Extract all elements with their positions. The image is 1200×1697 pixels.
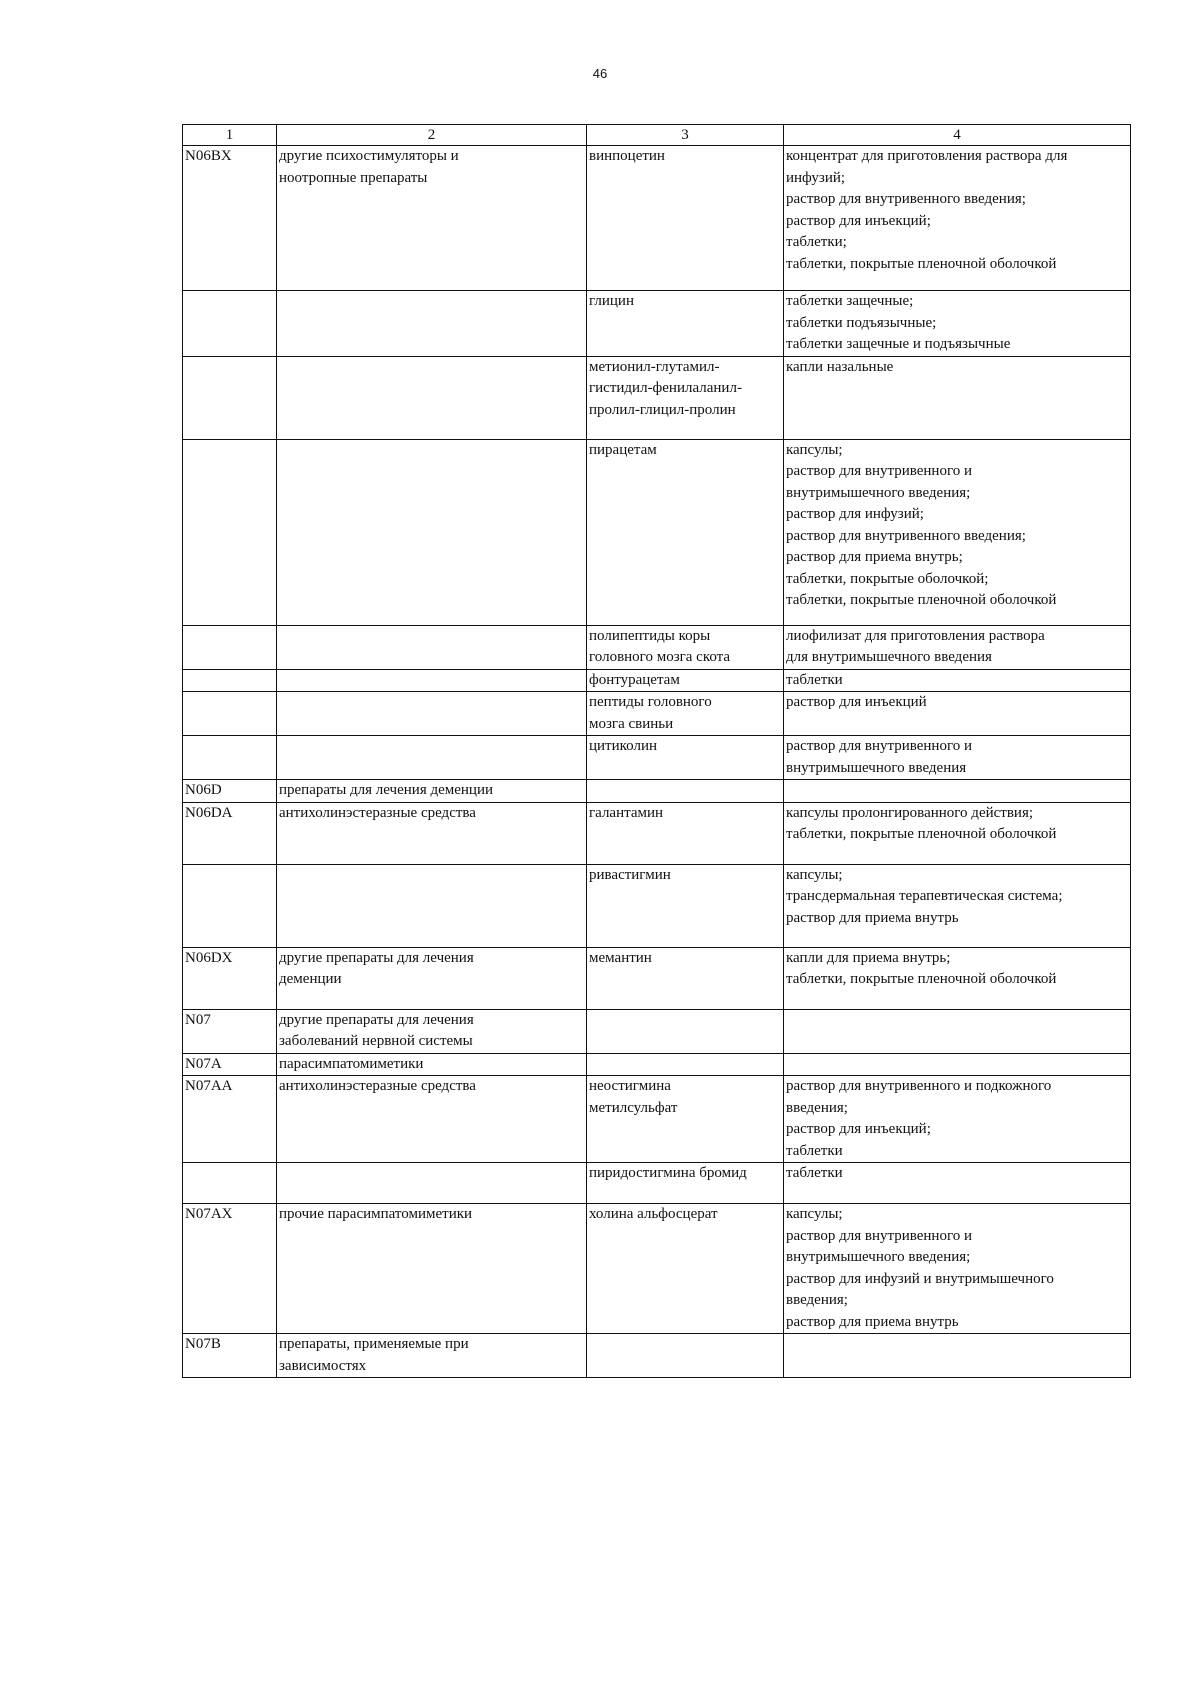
dosage-forms-cell: лиофилизат для приготовления раствора для внутримышечного введения <box>784 625 1131 669</box>
dosage-forms-cell <box>784 780 1131 803</box>
atc-code-cell <box>183 625 277 669</box>
dosage-forms-cell <box>784 1053 1131 1076</box>
group-name-cell <box>277 736 587 780</box>
group-name-cell: другие препараты для лечения деменции <box>277 947 587 1009</box>
atc-code-cell <box>183 356 277 439</box>
dosage-forms-cell: раствор для инъекций <box>784 692 1131 736</box>
drug-name-cell: ривастигмин <box>587 864 784 947</box>
table-row <box>183 1163 1131 1204</box>
drug-name-cell: мемантин <box>587 947 784 1009</box>
atc-code-cell <box>183 439 277 625</box>
group-name-cell: парасимпатомиметики <box>277 1053 587 1076</box>
table-row <box>183 1053 1131 1076</box>
drug-name-cell: винпоцетин <box>587 146 784 291</box>
header-col-2: 2 <box>277 125 587 146</box>
drug-table <box>182 124 1131 1378</box>
table-row <box>183 1009 1131 1053</box>
group-name-cell <box>277 356 587 439</box>
table-row <box>183 669 1131 692</box>
atc-code-cell <box>183 736 277 780</box>
table-row <box>183 625 1131 669</box>
drug-name-cell: галантамин <box>587 802 784 864</box>
atc-code-cell <box>183 692 277 736</box>
drug-name-cell: цитиколин <box>587 736 784 780</box>
drug-name-cell: полипептиды коры головного мозга скота <box>587 625 784 669</box>
group-name-cell: другие психостимуляторы и ноотропные препараты <box>277 146 587 291</box>
table-row <box>183 736 1131 780</box>
dosage-forms-cell: капсулы; раствор для внутривенного и внутримышечного введения; раствор для инфузий и внутримышечного введения; раствор для приема внутрь <box>784 1204 1131 1334</box>
table-row <box>183 1204 1131 1334</box>
atc-code-cell: N06BX <box>183 146 277 291</box>
drug-name-cell <box>587 1053 784 1076</box>
dosage-forms-cell: капли назальные <box>784 356 1131 439</box>
group-name-cell <box>277 1163 587 1204</box>
header-col-4: 4 <box>784 125 1131 146</box>
atc-code-cell <box>183 1163 277 1204</box>
dosage-forms-cell: капсулы пролонгированного действия; таблетки, покрытые пленочной оболочкой <box>784 802 1131 864</box>
group-name-cell <box>277 669 587 692</box>
drug-name-cell <box>587 780 784 803</box>
table-row <box>183 356 1131 439</box>
drug-name-cell: пептиды головного мозга свиньи <box>587 692 784 736</box>
atc-code-cell: N06DA <box>183 802 277 864</box>
header-col-3: 3 <box>587 125 784 146</box>
dosage-forms-cell: таблетки <box>784 1163 1131 1204</box>
dosage-forms-cell <box>784 1334 1131 1378</box>
atc-code-cell <box>183 864 277 947</box>
group-name-cell <box>277 439 587 625</box>
atc-code-cell <box>183 669 277 692</box>
table-row <box>183 864 1131 947</box>
drug-name-cell: пирацетам <box>587 439 784 625</box>
drug-name-cell <box>587 1334 784 1378</box>
group-name-cell <box>277 291 587 357</box>
atc-code-cell: N07B <box>183 1334 277 1378</box>
atc-code-cell <box>183 291 277 357</box>
dosage-forms-cell: таблетки <box>784 669 1131 692</box>
group-name-cell <box>277 692 587 736</box>
dosage-forms-cell: капсулы; трансдермальная терапевтическая система; раствор для приема внутрь <box>784 864 1131 947</box>
table-row <box>183 146 1131 291</box>
table-row <box>183 291 1131 357</box>
table-row <box>183 802 1131 864</box>
table-row <box>183 1334 1131 1378</box>
header-col-1: 1 <box>183 125 277 146</box>
dosage-forms-cell <box>784 1009 1131 1053</box>
group-name-cell: препараты для лечения деменции <box>277 780 587 803</box>
group-name-cell: препараты, применяемые при зависимостях <box>277 1334 587 1378</box>
group-name-cell: антихолинэстеразные средства <box>277 802 587 864</box>
table-header-row <box>183 125 1131 146</box>
drug-name-cell: глицин <box>587 291 784 357</box>
table-row <box>183 439 1131 625</box>
group-name-cell <box>277 864 587 947</box>
dosage-forms-cell: таблетки защечные; таблетки подъязычные; таблетки защечные и подъязычные <box>784 291 1131 357</box>
dosage-forms-cell: раствор для внутривенного и внутримышечного введения <box>784 736 1131 780</box>
drug-name-cell: метионил-глутамил- гистидил-фенилаланил- пролил-глицил-пролин <box>587 356 784 439</box>
page-number: 46 <box>592 66 608 81</box>
atc-code-cell: N07AX <box>183 1204 277 1334</box>
atc-code-cell: N07 <box>183 1009 277 1053</box>
atc-code-cell: N06D <box>183 780 277 803</box>
dosage-forms-cell: капли для приема внутрь; таблетки, покрытые пленочной оболочкой <box>784 947 1131 1009</box>
drug-name-cell <box>587 1009 784 1053</box>
dosage-forms-cell: концентрат для приготовления раствора для инфузий; раствор для внутривенного введения; раствор для инъекций; таблетки; таблетки, покрытые пленочной оболочкой <box>784 146 1131 291</box>
drug-name-cell: фонтурацетам <box>587 669 784 692</box>
drug-name-cell: холина альфосцерат <box>587 1204 784 1334</box>
table-row <box>183 947 1131 1009</box>
table-row <box>183 692 1131 736</box>
atc-code-cell: N07A <box>183 1053 277 1076</box>
atc-code-cell: N07AA <box>183 1076 277 1163</box>
drug-name-cell: неостигмина метилсульфат <box>587 1076 784 1163</box>
group-name-cell: другие препараты для лечения заболеваний нервной системы <box>277 1009 587 1053</box>
table-row <box>183 780 1131 803</box>
table-row <box>183 1076 1131 1163</box>
atc-code-cell: N06DX <box>183 947 277 1009</box>
group-name-cell: антихолинэстеразные средства <box>277 1076 587 1163</box>
drug-name-cell: пиридостигмина бромид <box>587 1163 784 1204</box>
group-name-cell: прочие парасимпатомиметики <box>277 1204 587 1334</box>
group-name-cell <box>277 625 587 669</box>
dosage-forms-cell: раствор для внутривенного и подкожного введения; раствор для инъекций; таблетки <box>784 1076 1131 1163</box>
dosage-forms-cell: капсулы; раствор для внутривенного и внутримышечного введения; раствор для инфузий; раствор для внутривенного введения; раствор для приема внутрь; таблетки, покрытые оболочкой; таблетки, покрытые пленочной оболочкой <box>784 439 1131 625</box>
